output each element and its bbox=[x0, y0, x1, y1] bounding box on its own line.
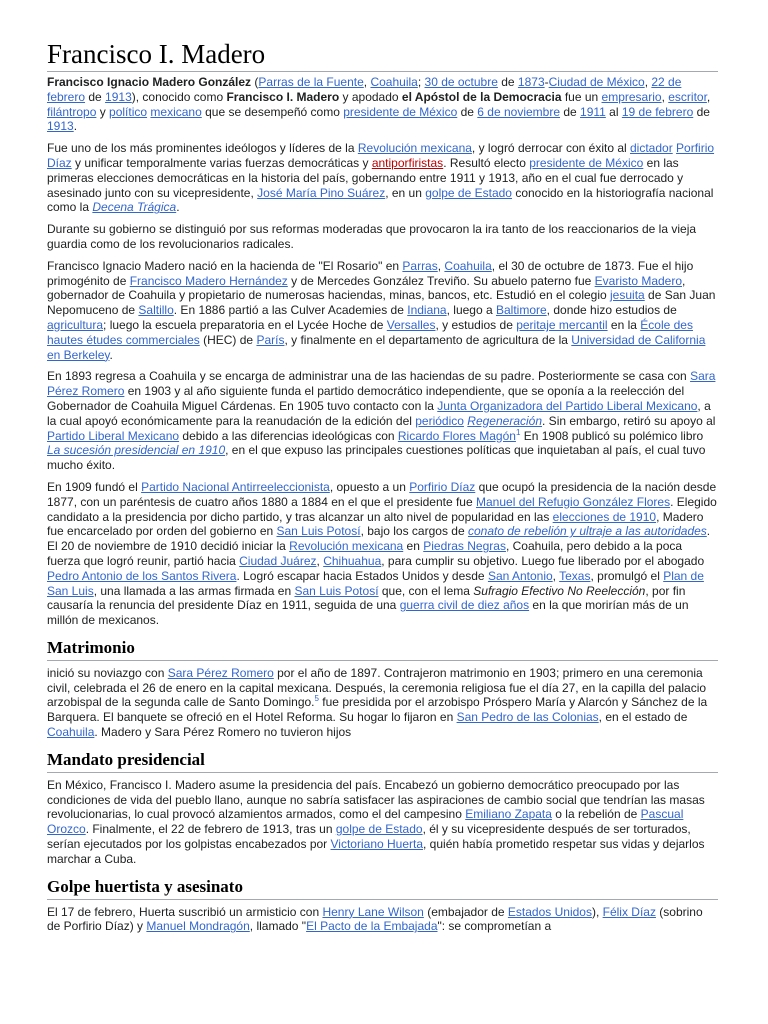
link-saltillo[interactable]: Saltillo bbox=[138, 303, 174, 318]
link-text: conato de rebelión y ultraje a las autoridades bbox=[467, 524, 707, 539]
text-run: ; bbox=[417, 75, 425, 89]
link-golpe-de-estado[interactable]: golpe de Estado bbox=[425, 185, 512, 200]
text-run: , por fin causaría la renuncia del presidente Díaz en 1911, seguida de una bbox=[47, 583, 686, 613]
link-francisco-madero-hernandez[interactable]: Francisco Madero Hernández bbox=[129, 273, 288, 288]
link-1911[interactable]: 1911 bbox=[580, 104, 606, 119]
text-run: ; luego la escuela preparatoria en el Lycée Hoche de bbox=[103, 317, 387, 332]
text-run: y de Mercedes González Treviño. Su abuelo paterno fue bbox=[287, 273, 595, 288]
text-run: . Resultó electo bbox=[443, 155, 530, 170]
link-texas[interactable]: Texas bbox=[559, 568, 591, 583]
link-plan-de-san-luis[interactable]: Plan de San Luis bbox=[47, 568, 704, 598]
link-estados-unidos[interactable]: Estados Unidos bbox=[507, 904, 592, 919]
link-filantropo[interactable]: filántropo bbox=[47, 104, 97, 119]
link-san-luis-potosi[interactable]: San Luis Potosí bbox=[276, 524, 361, 539]
text-run: , a la cual apoyó económicamente para la reanudación de la edición del bbox=[47, 398, 711, 428]
text-run: , bajo los cargos de bbox=[360, 524, 468, 539]
section-heading-mandato: Mandato presidencial bbox=[47, 749, 718, 773]
link-porfirio-diaz[interactable]: Porfirio Díaz bbox=[409, 479, 476, 494]
text-run: por el año de 1897. Contrajeron matrimonio en 1903; primero en una ceremonia civil, celebrada el 26 de enero en la capital mexicana. Después, la ceremonia religiosa fue el día 27, en la capilla del palacio arzobispal de la segunda calle de Santo Domingo. bbox=[47, 665, 707, 710]
link-agricultura[interactable]: agricultura bbox=[47, 317, 104, 332]
link-ciudad-de-mexico[interactable]: Ciudad de México bbox=[548, 75, 645, 89]
text-run: . El 20 de noviembre de 1910 decidió iniciar la bbox=[47, 524, 711, 554]
link-la-sucesion-presidencial-en-1910[interactable] bbox=[47, 443, 225, 457]
text-run: , bbox=[316, 553, 324, 568]
page-title: Francisco I. Madero bbox=[47, 38, 718, 72]
text-run: , bbox=[437, 258, 445, 273]
link-jesuita[interactable]: jesuita bbox=[610, 288, 645, 303]
text-run: de bbox=[457, 104, 478, 119]
text-run: (sobrino de Porfirio Díaz) y bbox=[47, 904, 703, 934]
text-run: Durante su gobierno se distinguió por sus reformas moderadas que provocaron la ira tanto de los reaccionarios de la vieja guardia como de los revolucionarios radicales. bbox=[47, 222, 697, 251]
link-revolucion-mexicana[interactable]: Revolución mexicana bbox=[357, 141, 472, 156]
paragraph-matrimonio bbox=[47, 666, 718, 740]
text-run: o la rebelión de bbox=[551, 807, 641, 822]
text-run: El 17 de febrero, Huerta suscribió un armisticio con bbox=[47, 904, 323, 919]
paragraph-intro bbox=[47, 75, 718, 134]
text-run: , opuesto a un bbox=[329, 479, 410, 494]
link-conato-de-rebelion-y-ultraje-a-las-autoridades[interactable] bbox=[468, 524, 707, 538]
link-revolucion-mexicana[interactable]: Revolución mexicana bbox=[289, 539, 404, 554]
link-presidente-de-mexico[interactable]: presidente de México bbox=[343, 104, 458, 119]
link-presidente-de-mexico[interactable]: presidente de México bbox=[529, 155, 644, 170]
paragraph-1893 bbox=[47, 369, 718, 473]
link-1913[interactable]: 1913 bbox=[47, 119, 74, 134]
text-run: , en el que expuso las principales cuestiones políticas que inquietaban al país, el cual tuvo mucho éxito. bbox=[47, 443, 706, 473]
text-run: . bbox=[176, 200, 180, 215]
text-run: En 1893 regresa a Coahuila y se encarga de administrar una de las haciendas de su padre. Posteriormente se casa con bbox=[47, 369, 691, 384]
text-run: , Madero fue encarcelado por orden del gobierno en bbox=[47, 509, 704, 539]
text-run: y apodado bbox=[339, 89, 402, 104]
link-text: Regeneración bbox=[467, 413, 543, 428]
link-6-de-noviembre[interactable]: 6 de noviembre bbox=[477, 104, 561, 119]
text-run: En 1908 publicó su polémico libro bbox=[520, 428, 704, 443]
text-run: , luego a bbox=[446, 303, 496, 318]
text-run: fue presidida por el arzobispo Próspero María y Alarcón y Sánchez de la Barquera. El banquete se ofreció en el Hotel Reforma. Su hogar lo fijaron en bbox=[47, 695, 708, 725]
link-parras[interactable]: Parras bbox=[402, 258, 438, 273]
text-run: , quién había prometido respetar sus vidas y dejarlos marchar a Cuba. bbox=[47, 837, 705, 866]
text-run: . Elegido candidato a la presidencia por dicho partido, y tras alcanzar un alto nivel de popularidad en las bbox=[47, 494, 717, 524]
text-run: de bbox=[693, 104, 710, 119]
bold-text: Francisco I. Madero bbox=[226, 89, 340, 104]
text-run: de San Juan Nepomuceno de bbox=[47, 288, 716, 318]
text-run: que, con el lema bbox=[378, 583, 474, 598]
link-indiana[interactable]: Indiana bbox=[407, 303, 447, 318]
link-manuel-mondragon[interactable]: Manuel Mondragón bbox=[146, 919, 250, 934]
text-run: . Logró escapar hacia Estados Unidos y desde bbox=[236, 568, 488, 583]
text-run: , bbox=[552, 568, 560, 583]
reference-marker[interactable]: 1 bbox=[515, 427, 521, 437]
text-run: , bbox=[363, 75, 371, 89]
link-periodico[interactable]: periódico bbox=[415, 413, 464, 428]
link-coahuila[interactable]: Coahuila bbox=[444, 258, 492, 273]
text-run: En México, Francisco I. Madero asume la presidencia del país. Encabezó un gobierno democrático preocupado por las condiciones de vida del pueblo llano, aunque no sabría satisfacer las aspiraciones de cambio social que tendrían las masas revolucionarias, lo cual provocó alzamientos armados, como el del campesino bbox=[47, 777, 705, 822]
link-regeneracion[interactable] bbox=[467, 414, 542, 428]
text-run: , en el estado de bbox=[598, 710, 688, 725]
link-politico[interactable]: político bbox=[109, 104, 148, 119]
bold-text: el Apóstol de la Democracia bbox=[401, 89, 562, 104]
section-heading-matrimonio: Matrimonio bbox=[47, 637, 718, 661]
text-run: , donde hizo estudios de bbox=[546, 303, 677, 318]
link-versalles[interactable]: Versalles bbox=[386, 317, 436, 332]
link-universidad-de-california-en-berkeley[interactable]: Universidad de California en Berkeley bbox=[47, 332, 706, 362]
text-run: . bbox=[109, 347, 113, 362]
link-partido-liberal-mexicano[interactable]: Partido Liberal Mexicano bbox=[47, 428, 180, 443]
link-empresario[interactable]: empresario bbox=[601, 89, 662, 104]
text-run: en bbox=[403, 539, 424, 554]
link-coahuila[interactable]: Coahuila bbox=[47, 725, 95, 740]
link-ricardo-flores-magon[interactable]: Ricardo Flores Magón bbox=[397, 428, 516, 443]
text-run: que se desempeñó como bbox=[201, 104, 344, 119]
text-run: , en un bbox=[385, 185, 426, 200]
text-run: , el 30 de octubre de 1873. Fue el hijo primogénito de bbox=[47, 258, 694, 288]
text-run: , llamado " bbox=[249, 919, 307, 934]
text-run: de bbox=[85, 89, 106, 104]
link-emiliano-zapata[interactable]: Emiliano Zapata bbox=[465, 807, 552, 822]
text-run: , bbox=[644, 75, 652, 89]
text-run: inició su noviazgo con bbox=[47, 665, 168, 680]
text-run: ( bbox=[251, 75, 259, 89]
link-pedro-antonio-de-los-santos-rivera[interactable]: Pedro Antonio de los Santos Rivera bbox=[47, 568, 237, 583]
text-run: ": se comprometían a bbox=[437, 919, 552, 934]
text-run: , y logró derrocar con éxito al bbox=[471, 141, 630, 156]
text-run: de bbox=[497, 75, 518, 89]
bold-text: Francisco Ignacio Madero González bbox=[47, 75, 252, 89]
link-san-pedro-de-las-colonias[interactable]: San Pedro de las Colonias bbox=[456, 710, 599, 725]
text-run: En 1909 fundó el bbox=[47, 479, 142, 494]
link-sara-perez-romero[interactable]: Sara Pérez Romero bbox=[47, 369, 716, 399]
text-run: y unificar temporalmente varias fuerzas democráticas y bbox=[71, 155, 372, 170]
text-run: ), conocido como bbox=[131, 89, 227, 104]
link-antiporfiristas[interactable]: antiporfiristas bbox=[371, 155, 444, 170]
text-run: , bbox=[706, 89, 711, 104]
paragraph-mandato bbox=[47, 778, 718, 867]
link-chihuahua[interactable]: Chihuahua bbox=[323, 553, 382, 568]
text-run: . En 1886 partió a las Culver Academies de bbox=[173, 303, 408, 318]
text-run: que ocupó la presidencia de la nación desde 1877, con un paréntesis de cuatro años 1880 a 1884 en el que el presidente fue bbox=[47, 479, 717, 509]
link-jose-maria-pino-suarez[interactable]: José María Pino Suárez bbox=[257, 185, 386, 200]
link-manuel-del-refugio-gonzalez-flores[interactable]: Manuel del Refugio González Flores bbox=[476, 494, 671, 509]
link-paris[interactable]: París bbox=[256, 332, 285, 347]
text-run: . bbox=[73, 119, 78, 134]
link-decena-tragica[interactable] bbox=[92, 200, 176, 214]
paragraph-golpe bbox=[47, 905, 718, 935]
link-junta-organizadora-del-partido-liberal-mexicano[interactable]: Junta Organizadora del Partido Liberal Mexicano bbox=[437, 398, 698, 413]
link-elecciones-de-1910[interactable]: elecciones de 1910 bbox=[552, 509, 657, 524]
text-run: , bbox=[661, 89, 669, 104]
link-guerra-civil-de-diez-anos[interactable]: guerra civil de diez años bbox=[399, 598, 530, 613]
link-victoriano-huerta[interactable]: Victoriano Huerta bbox=[330, 837, 424, 852]
text-run: fue un bbox=[561, 89, 602, 104]
text-run: (embajador de bbox=[423, 904, 508, 919]
text-run: , y estudios de bbox=[435, 317, 517, 332]
link-peritaje-mercantil[interactable]: peritaje mercantil bbox=[516, 317, 608, 332]
text-run: (HEC) de bbox=[199, 332, 257, 347]
text-run: . Sin embargo, retiró su apoyo al bbox=[542, 413, 716, 428]
text-run: . Madero y Sara Pérez Romero no tuvieron hijos bbox=[94, 725, 352, 740]
text-run: , Coahuila, pero debido a la poca fuerza que logró reunir, partió hacia bbox=[47, 539, 683, 568]
text-run: , promulgó el bbox=[590, 568, 664, 583]
paragraph-ideologo bbox=[47, 141, 718, 215]
section-heading-golpe: Golpe huertista y asesinato bbox=[47, 876, 718, 900]
link-piedras-negras[interactable]: Piedras Negras bbox=[423, 539, 506, 554]
link-escritor[interactable]: escritor bbox=[668, 89, 707, 104]
text-run: , él y su vicepresidente después de ser torturados, serían ejecutados por los golpistas encabezados por bbox=[47, 822, 691, 852]
text-run: debido a las diferencias ideológicas con bbox=[179, 428, 398, 443]
link-1873[interactable]: 1873 bbox=[517, 75, 545, 89]
italic-text: Sufragio Efectivo No Reelección bbox=[473, 583, 646, 598]
text-run: . Finalmente, el 22 de febrero de 1913, tras un bbox=[85, 822, 336, 837]
link-baltimore[interactable]: Baltimore bbox=[495, 303, 547, 318]
reference-marker[interactable]: 5 bbox=[314, 694, 319, 704]
link-mexicano[interactable]: mexicano bbox=[150, 104, 202, 119]
link-sara-perez-romero[interactable]: Sara Pérez Romero bbox=[167, 665, 274, 680]
text-run: en la bbox=[607, 317, 641, 332]
paragraph-nacimiento bbox=[47, 259, 718, 363]
link-henry-lane-wilson[interactable]: Henry Lane Wilson bbox=[322, 904, 424, 919]
link-porfirio-diaz[interactable]: Porfirio Díaz bbox=[47, 141, 715, 170]
paragraph-gobierno bbox=[47, 222, 718, 252]
text-run: , gobernador de Coahuila y propietario de numerosas haciendas, minas, bancos, etc. Estudió en el colegio bbox=[47, 273, 686, 303]
link-golpe-de-estado[interactable]: golpe de Estado bbox=[335, 822, 423, 837]
text-run: - bbox=[544, 75, 549, 89]
link-parras-de-la-fuente[interactable]: Parras de la Fuente bbox=[258, 75, 364, 89]
link-1913[interactable]: 1913 bbox=[105, 89, 132, 104]
link-partido-nacional-antirreeleccionista[interactable]: Partido Nacional Antirreeleccionista bbox=[141, 479, 330, 494]
link-pascual-orozco[interactable]: Pascual Orozco bbox=[47, 807, 684, 837]
link-text: La sucesión presidencial en 1910 bbox=[47, 443, 226, 458]
text-run: de bbox=[560, 104, 581, 119]
text-run: ), bbox=[591, 904, 603, 919]
text-run: en 1903 y al año siguiente funda el partido democrático independiente, que se oponía a la reelección del Gobernador de Coahuila Miguel Cárdenas. En 1905 tuvo contacto con la bbox=[47, 384, 685, 413]
text-run: al bbox=[605, 104, 622, 119]
link-evaristo-madero[interactable]: Evaristo Madero bbox=[594, 273, 683, 288]
paragraph-1909 bbox=[47, 480, 718, 628]
text-run: , una llamada a las armas firmada en bbox=[93, 583, 295, 598]
link-coahuila[interactable]: Coahuila bbox=[370, 75, 418, 89]
link-ecole-des-hautes-etudes-commerciales[interactable]: École des hautes études commerciales bbox=[47, 317, 693, 347]
link-san-antonio[interactable]: San Antonio bbox=[487, 568, 553, 583]
text-run: en la que morirían más de un millón de mexicanos. bbox=[47, 598, 689, 628]
link-el-pacto-de-la-embajada[interactable]: El Pacto de la Embajada bbox=[306, 919, 438, 934]
link-30-de-octubre[interactable]: 30 de octubre bbox=[424, 75, 498, 89]
link-felix-diaz[interactable]: Félix Díaz bbox=[602, 904, 656, 919]
text-run: y bbox=[96, 104, 110, 119]
text-run: , y finalmente en el departamento de agricultura de la bbox=[284, 332, 572, 347]
link-san-luis-potosi[interactable]: San Luis Potosí bbox=[294, 583, 379, 598]
text-run: conocido en la historiografía nacional como la bbox=[47, 185, 714, 215]
text-run: en las primeras elecciones democráticas en la historia del país, gobernando entre 1911 y 1913, año en el cual fue derrocado y asesinado junto con su vicepresidente, bbox=[47, 155, 684, 200]
link-22-de-febrero[interactable]: 22 de febrero bbox=[47, 75, 682, 104]
link-ciudad-juarez[interactable]: Ciudad Juárez bbox=[239, 553, 317, 568]
link-dictador[interactable]: dictador bbox=[630, 141, 673, 156]
text-run: , para cumplir su objetivo. Luego fue liberado por el abogado bbox=[381, 553, 705, 568]
link-text: Decena Trágica bbox=[92, 200, 177, 215]
text-run: Fue uno de los más prominentes ideólogos y líderes de la bbox=[47, 141, 358, 156]
link-19-de-febrero[interactable]: 19 de febrero bbox=[621, 104, 694, 119]
text-run: Francisco Ignacio Madero nació en la hacienda de "El Rosario" en bbox=[47, 258, 403, 273]
